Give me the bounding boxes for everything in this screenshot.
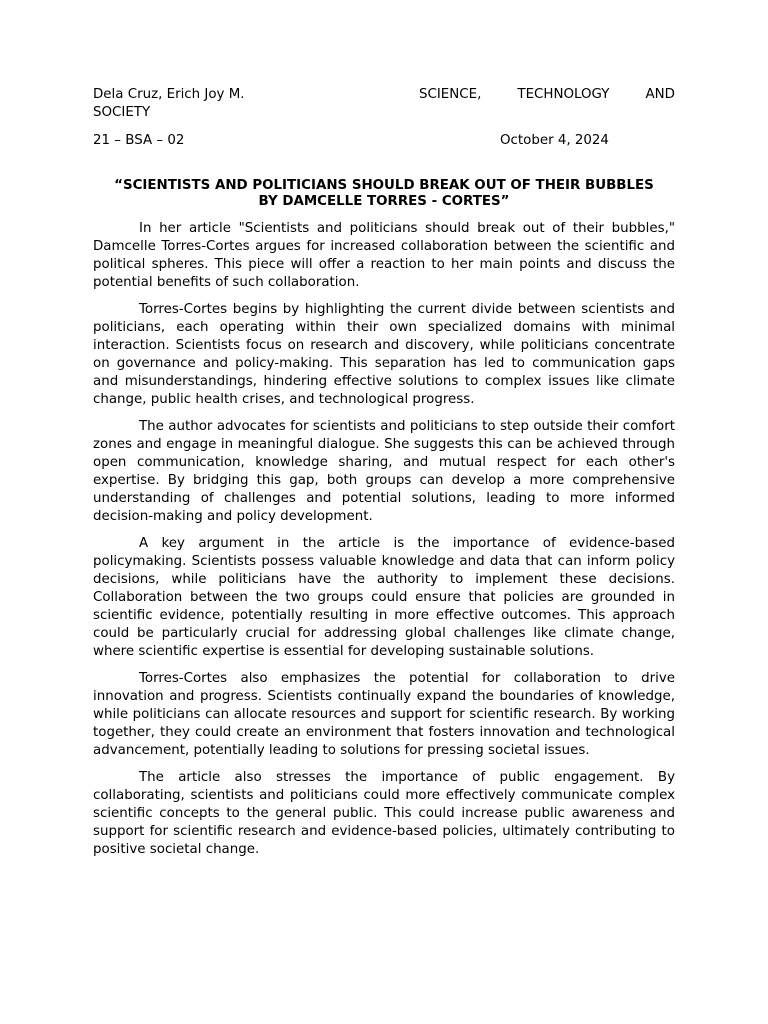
subject-word: TECHNOLOGY: [517, 87, 610, 102]
subject-word: SCIENCE,: [419, 87, 482, 102]
body-paragraph: A key argument in the article is the importance of evidence-based policymaking. Scientists possess valuable knowledge and data that can inform policy decisions, while politicians have the authority to implement these decisions. Collaboration between the two groups could ensure that policies are grounded in scientific evidence, potentially resulting in more effective outcomes. This approach could be particularly crucial for addressing global challenges like climate change, where scientific expertise is essential for developing sustainable solutions.: [93, 536, 675, 659]
title-line: BY DAMCELLE TORRES - CORTES”: [258, 194, 510, 209]
body-paragraph: In her article "Scientists and politicians should break out of their bubbles," Damcelle Torres-Cortes argues for increased collaboration between the scientific and political spheres. This piece will offer a reaction to her main points and discuss the potential benefits of such collaboration.: [93, 221, 675, 290]
document-title: [93, 178, 675, 210]
body-paragraph: Torres-Cortes begins by highlighting the current divide between scientists and politicians, each operating within their own specialized domains with minimal interaction. Scientists focus on research and discovery, while politicians concentrate on governance and policy-making. This separation has led to communication gaps and misunderstandings, hindering effective solutions to complex issues like climate change, public health crises, and technological progress.: [93, 302, 675, 407]
subject-word: AND: [645, 87, 675, 102]
author-name: Dela Cruz, Erich Joy M.: [93, 87, 245, 102]
document-page: [93, 86, 675, 868]
title-line: “SCIENTISTS AND POLITICIANS SHOULD BREAK OUT OF THEIR BUBBLES: [114, 178, 654, 193]
body-paragraph: Torres-Cortes also emphasizes the potential for collaboration to drive innovation and progress. Scientists continually expand the boundaries of knowledge, while politicians can allocate resources and support for scientific research. By working together, they could create an environment that fosters innovation and technological advancement, potentially leading to solutions for pressing societal issues.: [93, 671, 675, 758]
document-date: October 4, 2024: [500, 133, 609, 148]
body-paragraph: The article also stresses the importance of public engagement. By collaborating, scientists and politicians could more effectively communicate complex scientific concepts to the general public. This could increase public awareness and support for scientific research and evidence-based policies, ultimately contributing to positive societal change.: [93, 770, 675, 857]
header-line: [93, 86, 675, 104]
subject-continuation: SOCIETY: [93, 105, 151, 120]
body-paragraph: The author advocates for scientists and politicians to step outside their comfort zones and engage in meaningful dialogue. She suggests this can be achieved through open communication, knowledge sharing, and mutual respect for each other's expertise. By bridging this gap, both groups can develop a more comprehensive understanding of challenges and potential solutions, leading to more informed decision-making and policy development.: [93, 419, 675, 524]
course-subject: [419, 86, 675, 104]
class-section: 21 – BSA – 02: [93, 133, 185, 148]
meta-line: [93, 132, 675, 150]
